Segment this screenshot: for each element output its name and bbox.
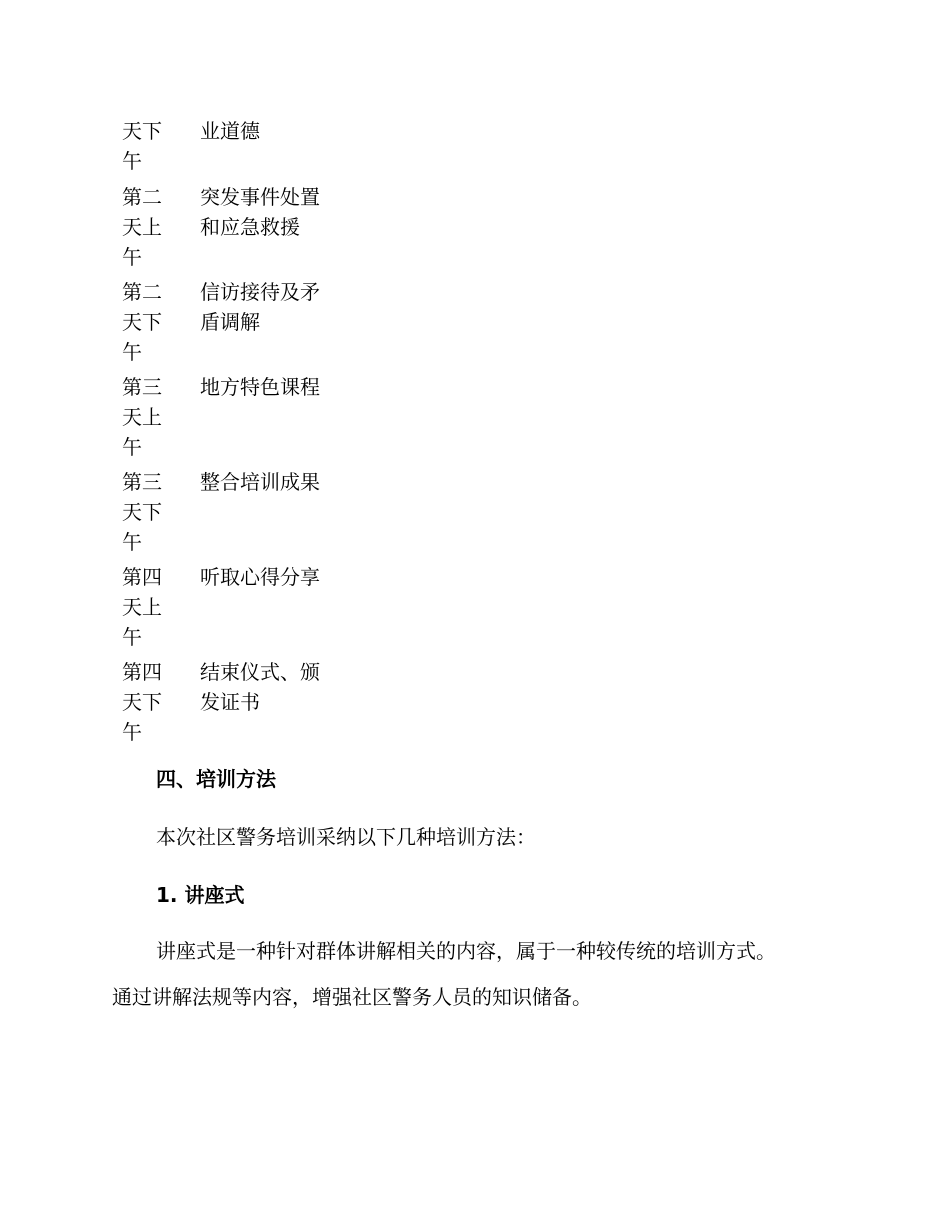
schedule-row (122, 182, 382, 272)
schedule-row (122, 116, 382, 176)
schedule-time-cell: 第四天上午 (122, 565, 162, 649)
schedule-row (122, 372, 382, 462)
body-paragraph-line: 通过讲解法规等内容，增强社区警务人员的知识储备。 (112, 985, 592, 1009)
schedule-time-cell: 第二天上午 (122, 185, 162, 269)
schedule-content-cell: 业道德 (200, 119, 260, 143)
schedule-time-cell: 第三天上午 (122, 375, 162, 459)
subsection-heading: 1. 讲座式 (156, 883, 245, 907)
schedule-content-cell: 地方特色课程 (200, 375, 320, 399)
schedule-content-cell: 信访接待及矛盾调解 (200, 280, 320, 334)
body-paragraph-line: 讲座式是一种针对群体讲解相关的内容，属于一种较传统的培训方式。 (156, 939, 776, 963)
schedule-row (122, 657, 382, 747)
schedule-time-cell: 第四天下午 (122, 660, 162, 744)
schedule-time-cell: 第二天下午 (122, 280, 162, 364)
schedule-content-cell: 突发事件处置和应急救援 (200, 185, 320, 239)
schedule-content-cell: 整合培训成果 (200, 470, 320, 494)
training-schedule-table (122, 116, 382, 752)
schedule-time-cell: 第三天下午 (122, 470, 162, 554)
schedule-row (122, 277, 382, 367)
intro-paragraph: 本次社区警务培训采纳以下几种培训方法： (156, 825, 536, 849)
schedule-content-cell: 听取心得分享 (200, 565, 320, 589)
schedule-content-cell: 结束仪式、颁发证书 (200, 660, 320, 714)
schedule-time-cell: 天下午 (122, 119, 162, 173)
schedule-row (122, 467, 382, 557)
section-heading: 四、培训方法 (156, 767, 276, 791)
schedule-row (122, 562, 382, 652)
